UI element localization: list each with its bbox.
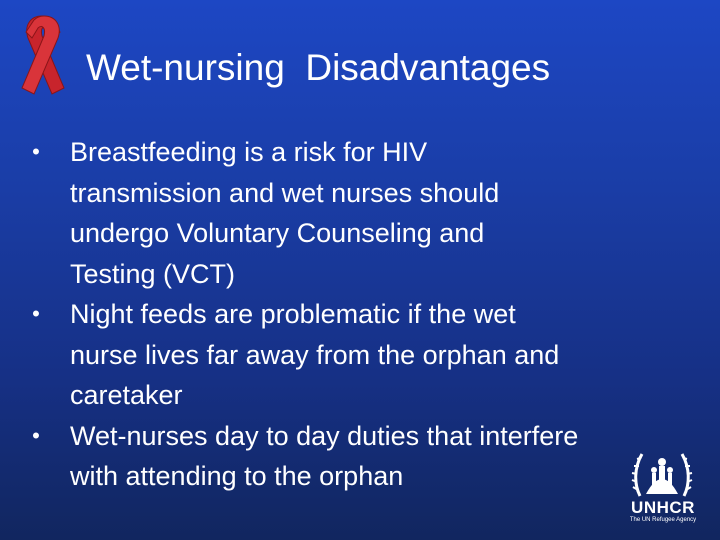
slide-title: Wet-nursing Disadvantages (86, 47, 551, 88)
unhcr-logo (622, 446, 704, 526)
unhcr-emblem-icon (630, 446, 694, 498)
unhcr-tagline: The UN Refugee Agency (629, 517, 697, 523)
bullet-list (24, 132, 684, 497)
unhcr-wordmark: UNHCR (631, 498, 695, 517)
bullet-marker: • (32, 422, 40, 448)
bullet-item (24, 416, 684, 497)
bullet-item (24, 294, 684, 416)
bullet-text: Wet-nurses day to day duties that interfere with attending to the orphan (70, 420, 579, 491)
bullet-marker: • (32, 301, 40, 326)
red-ribbon-icon (8, 10, 78, 98)
bullet-text: Night feeds are problematic if the wet nurse lives far away from the orphan and caretaker (70, 299, 560, 410)
bullet-text: Breastfeeding is a risk for HIV transmission and wet nurses should undergo Voluntary Counseling and Testing (VCT) (70, 137, 500, 289)
bullet-marker: • (32, 139, 40, 164)
bullet-item (24, 132, 684, 294)
